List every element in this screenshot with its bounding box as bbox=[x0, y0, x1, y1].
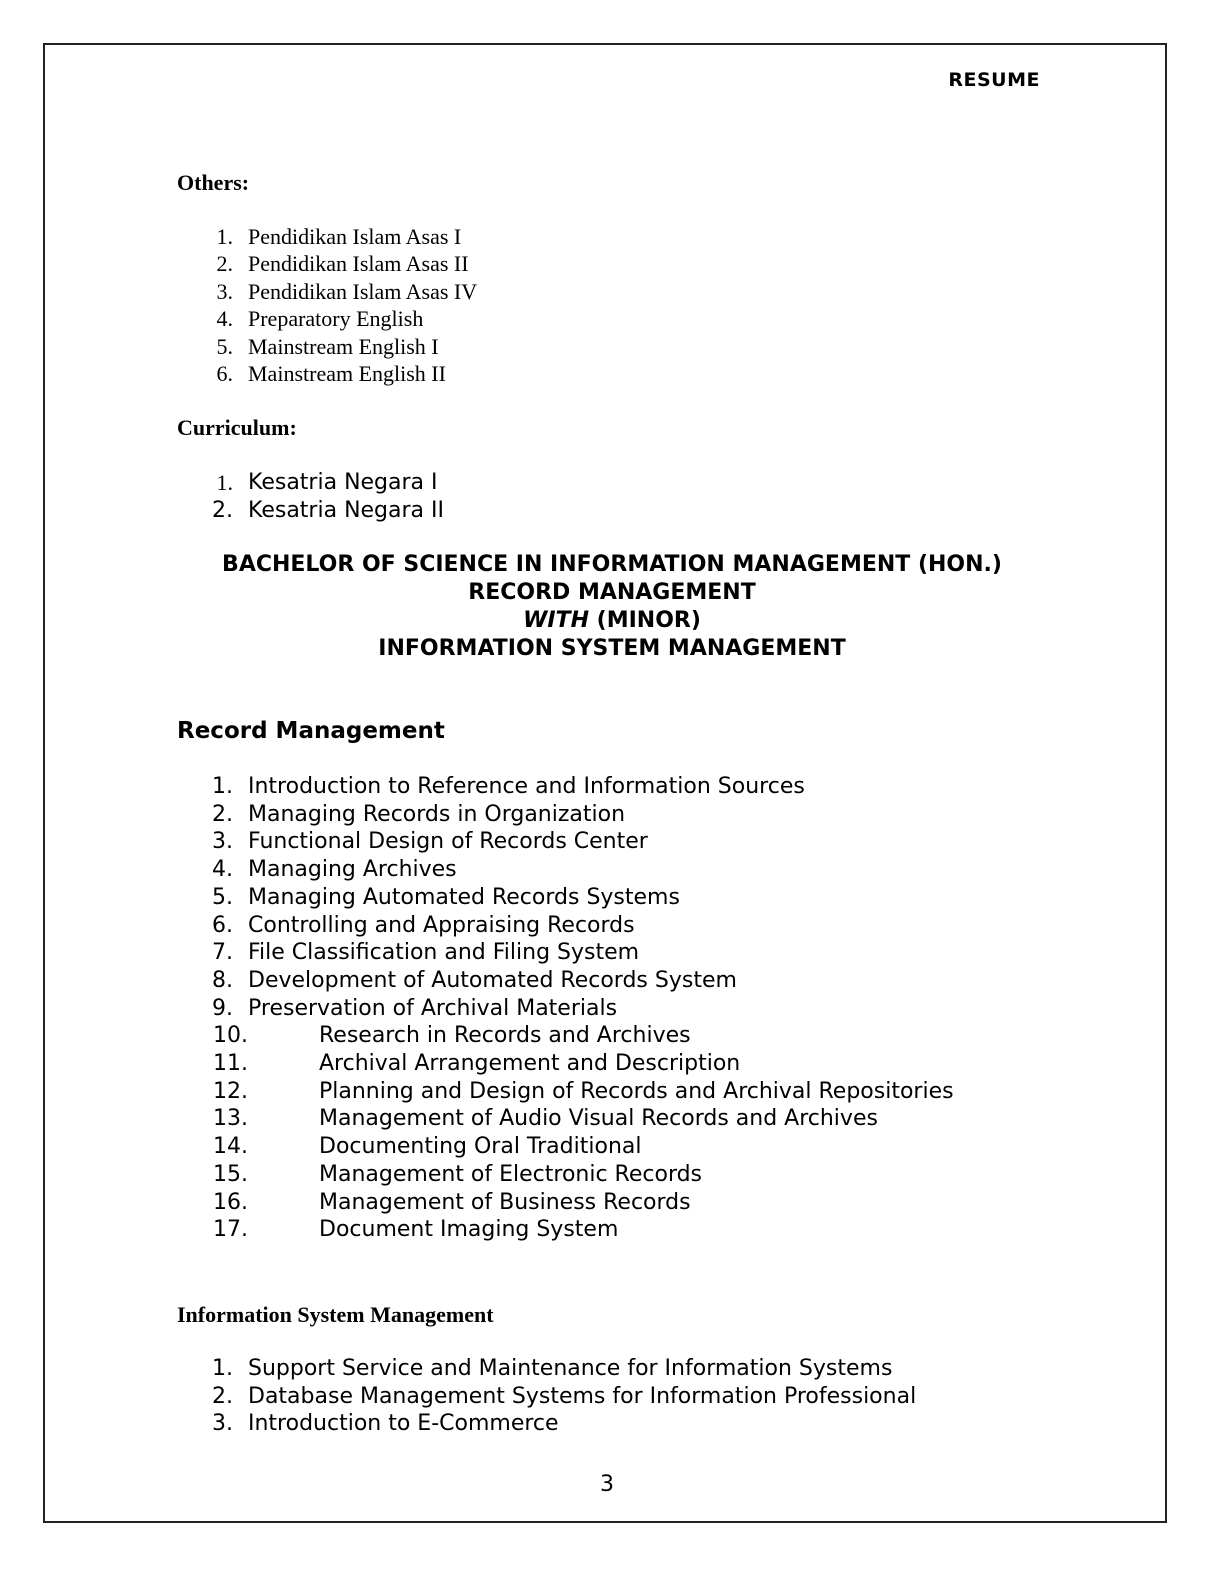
list-item: 11. Archival Arrangement and Description bbox=[213, 1051, 741, 1077]
ism-title: Information System Management bbox=[177, 1302, 494, 1327]
degree-heading bbox=[0, 551, 1224, 663]
page-number: 3 bbox=[600, 1472, 614, 1497]
list-item: 8. Development of Automated Records System bbox=[212, 967, 737, 993]
list-item: 4. Managing Archives bbox=[212, 857, 457, 883]
ism-list bbox=[177, 1355, 916, 1438]
list-item: 3. Introduction to E-Commerce bbox=[212, 1411, 559, 1437]
curriculum-list bbox=[177, 469, 444, 524]
degree-line-2: RECORD MANAGEMENT bbox=[468, 580, 756, 605]
list-item: 1. Support Service and Maintenance for Information Systems bbox=[212, 1356, 893, 1381]
degree-line-1: BACHELOR OF SCIENCE IN INFORMATION MANAGEMENT (HON.) bbox=[222, 552, 1002, 577]
list-item: 3. Functional Design of Records Center bbox=[212, 829, 648, 855]
list-item: 1. Pendidikan Islam Asas I bbox=[216, 224, 462, 249]
list-item: 2. Database Management Systems for Information Professional bbox=[212, 1383, 917, 1409]
list-item: 4. Preparatory English bbox=[216, 306, 424, 332]
list-item: 7. File Classification and Filing System bbox=[212, 940, 640, 966]
list-item: 6. Mainstream English II bbox=[216, 361, 446, 387]
list-item: 6. Controlling and Appraising Records bbox=[212, 912, 635, 938]
list-item: 1. Introduction to Reference and Information Sources bbox=[212, 774, 805, 799]
record-management-list bbox=[177, 773, 954, 1244]
list-item: 2. Pendidikan Islam Asas II bbox=[216, 251, 469, 277]
list-item: 9. Preservation of Archival Materials bbox=[212, 995, 618, 1021]
list-item: 17. Document Imaging System bbox=[213, 1217, 619, 1243]
list-item: 2. Kesatria Negara II bbox=[212, 497, 445, 523]
record-management-title: Record Management bbox=[177, 718, 445, 744]
list-item: 12. Planning and Design of Records and Archival Repositories bbox=[213, 1078, 954, 1104]
others-title: Others: bbox=[177, 170, 250, 195]
list-item: 13. Management of Audio Visual Records and Archives bbox=[213, 1106, 878, 1132]
list-item: 1. Kesatria Negara I bbox=[216, 470, 438, 495]
curriculum-title: Curriculum: bbox=[177, 415, 297, 440]
resume-header: RESUME bbox=[948, 69, 1040, 91]
degree-line-3: WITH (MINOR) bbox=[523, 608, 701, 633]
list-item: 15. Management of Electronic Records bbox=[213, 1161, 703, 1187]
list-item: 2. Managing Records in Organization bbox=[212, 801, 626, 827]
list-item: 14. Documenting Oral Traditional bbox=[213, 1134, 642, 1160]
list-item: 10. Research in Records and Archives bbox=[213, 1023, 691, 1049]
degree-line-4: INFORMATION SYSTEM MANAGEMENT bbox=[378, 636, 846, 661]
list-item: 16. Management of Business Records bbox=[213, 1189, 691, 1215]
list-item: 5. Managing Automated Records Systems bbox=[212, 884, 680, 910]
others-list bbox=[177, 223, 477, 387]
list-item: 3. Pendidikan Islam Asas IV bbox=[216, 278, 478, 304]
list-item: 5. Mainstream English I bbox=[216, 333, 439, 359]
